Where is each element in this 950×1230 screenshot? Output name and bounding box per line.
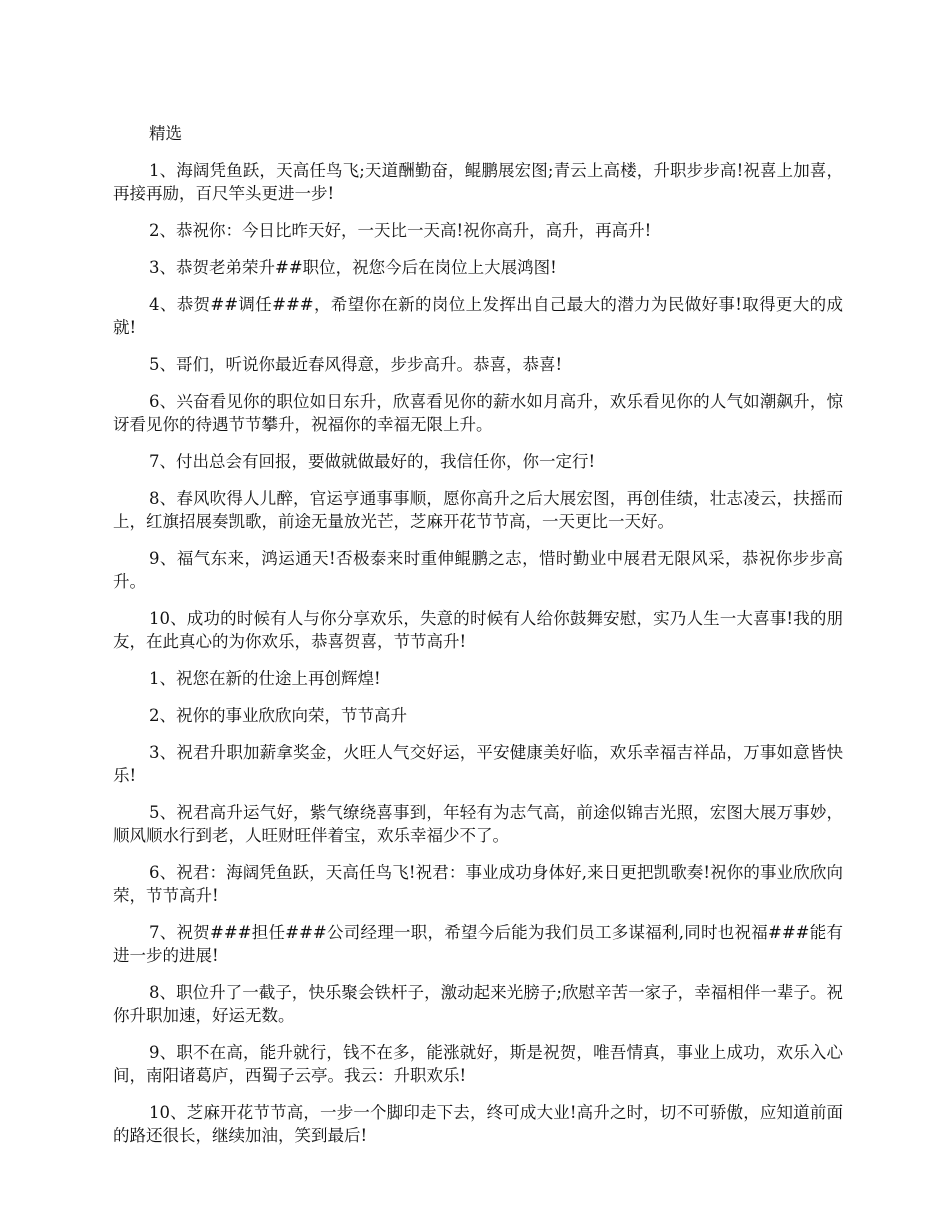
paragraph: 7、付出总会有回报，要做就做最好的，我信任你，你一定行! [149, 452, 596, 471]
paragraph: 3、祝君升职加薪拿奖金，火旺人气交好运，平安健康美好临，欢乐幸福吉祥品，万事如意皆快乐! [113, 743, 843, 785]
paragraph: 10、成功的时候有人与你分享欢乐，失意的时候有人给你鼓舞安慰，实乃人生一大喜事!我的朋友，在此真心的为你欢乐，恭喜贺喜，节节高升! [113, 609, 843, 651]
paragraph: 1、祝您在新的仕途上再创辉煌! [149, 669, 381, 688]
paragraph: 7、祝贺###担任###公司经理一职，希望今后能为我们员工多谋福利,同时也祝福###能有进一步的进展! [113, 923, 843, 965]
document-page [113, 122, 843, 1161]
paragraph: 8、春风吹得人儿醉，官运亨通事事顺，愿你高升之后大展宏图，再创佳绩，壮志凌云，扶摇而上，红旗招展奏凯歌，前途无量放光芒，芝麻开花节节高，一天更比一天好。 [113, 489, 843, 531]
paragraph: 6、兴奋看见你的职位如日东升，欣喜看见你的薪水如月高升，欢乐看见你的人气如潮飙升，惊讶看见你的待遇节节攀升，祝福你的幸福无限上升。 [113, 392, 843, 434]
paragraph: 2、祝你的事业欣欣向荣，节节高升 [149, 706, 407, 725]
paragraph: 5、哥们，听说你最近春风得意，步步高升。恭喜，恭喜! [149, 355, 563, 374]
paragraph: 8、职位升了一截子，快乐聚会铁杆子，激动起来光膀子;欣慰辛苦一家子，幸福相伴一辈子。祝你升职加速，好运无数。 [113, 983, 843, 1025]
paragraph: 9、福气东来，鸿运通天!否极泰来时重伸鲲鹏之志，惜时勤业中展君无限风采，恭祝你步步高升。 [113, 549, 843, 591]
paragraph: 2、恭祝你：今日比昨天好，一天比一天高!祝你高升，高升，再高升! [149, 221, 652, 240]
paragraph: 6、祝君：海阔凭鱼跃，天高任鸟飞!祝君：事业成功身体好,来日更把凯歌奏!祝你的事业欣欣向荣，节节高升! [113, 863, 843, 905]
paragraph: 5、祝君高升运气好，紫气缭绕喜事到，年轻有为志气高，前途似锦吉光照，宏图大展万事妙，顺风顺水行到老，人旺财旺伴着宝，欢乐幸福少不了。 [113, 803, 843, 845]
paragraph: 3、恭贺老弟荣升##职位，祝您今后在岗位上大展鸿图! [149, 258, 557, 277]
paragraph: 1、海阔凭鱼跃，天高任鸟飞;天道酬勤奋，鲲鹏展宏图;青云上高楼，升职步步高!祝喜上加喜，再接再励，百尺竿头更进一步! [113, 161, 843, 203]
paragraph: 10、芝麻开花节节高，一步一个脚印走下去，终可成大业!高升之时，切不可骄傲，应知道前面的路还很长，继续加油，笑到最后! [113, 1103, 843, 1145]
paragraph: 4、恭贺##调任###，希望你在新的岗位上发挥出自己最大的潜力为民做好事!取得更大的成就! [113, 295, 843, 337]
document-heading: 精选 [149, 124, 182, 143]
paragraph: 9、职不在高，能升就行，钱不在多，能涨就好，斯是祝贺，唯吾情真，事业上成功，欢乐入心间，南阳诸葛庐，西蜀子云亭。我云：升职欢乐! [113, 1043, 843, 1085]
